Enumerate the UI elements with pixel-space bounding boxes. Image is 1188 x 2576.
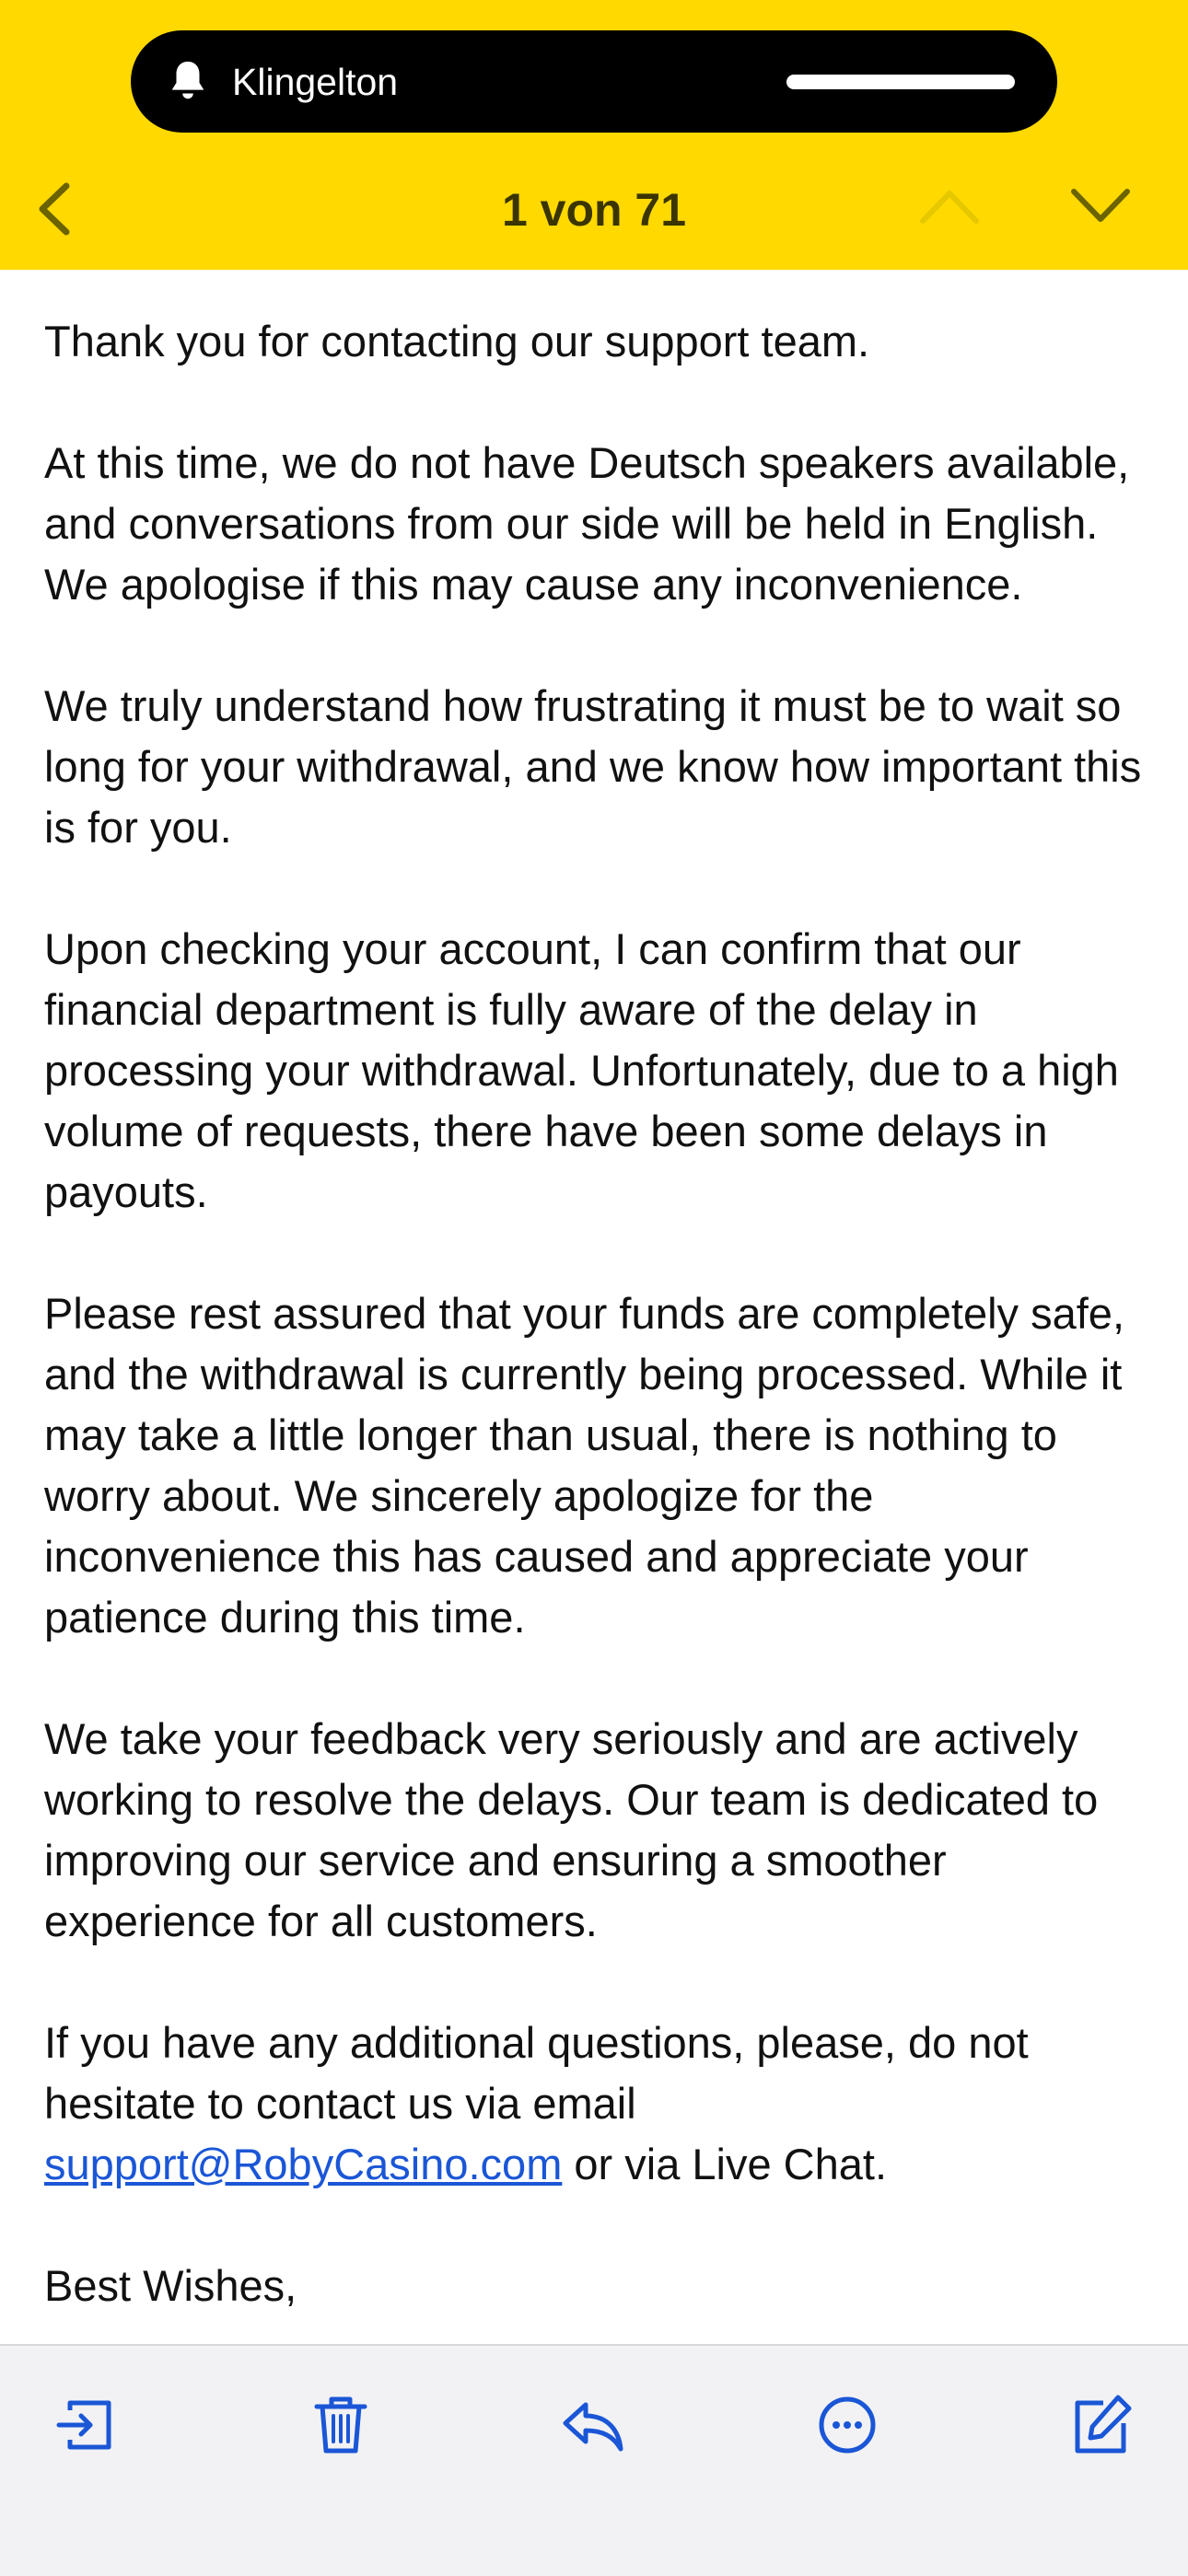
compose-icon[interactable] xyxy=(1066,2390,1136,2460)
chevron-down-icon[interactable] xyxy=(1068,184,1133,226)
support-email-link[interactable]: support@RobyCasino.com xyxy=(44,2140,563,2188)
paragraph: Upon checking your account, I can confirm that our financial department is fully aware of the delay in processing your withdrawal. Unfortunately, due to a high volume of requests, there have been some delays in payouts. xyxy=(44,924,1119,1216)
chevron-up-icon[interactable] xyxy=(917,184,982,226)
reply-icon[interactable] xyxy=(558,2390,628,2460)
paragraph: We take your feedback very seriously and are actively working to resolve the delays. Our team is dedicated to improving our service and ensuring a smoother experience for all customers. xyxy=(44,1714,1099,1945)
mail-header xyxy=(0,0,1188,270)
bottom-toolbar xyxy=(0,2344,1188,2576)
paragraph: At this time, we do not have Deutsch speakers available, and conversations from our side will be held in English. We apologise if this may cause any inconvenience. xyxy=(44,438,1130,609)
message-counter: 1 von 71 xyxy=(501,184,687,236)
trash-icon[interactable] xyxy=(306,2390,376,2460)
notification-label: Klingelton xyxy=(232,61,399,103)
closing: Best Wishes, xyxy=(44,2261,297,2310)
contact-suffix: or via Live Chat. xyxy=(562,2140,888,2188)
email-text xyxy=(44,311,1149,2344)
paragraph: Please rest assured that your funds are completely safe, and the withdrawal is currently being processed. While it may take a little longer than usual, there is nothing to worry about. We sincerely apologize for the inconvenience this has caused and appreciate your patience during this time. xyxy=(44,1289,1125,1642)
notification-banner[interactable] xyxy=(131,30,1057,133)
email-body xyxy=(0,270,1188,2344)
move-to-folder-icon[interactable] xyxy=(52,2390,122,2460)
bell-icon xyxy=(166,58,210,104)
more-icon[interactable] xyxy=(812,2390,882,2460)
paragraph: Thank you for contacting our support team. xyxy=(44,317,870,366)
progress-pill xyxy=(786,75,1015,89)
contact-prefix: If you have any additional questions, please, do not hesitate to contact us via email xyxy=(44,2018,1029,2128)
paragraph: We truly understand how frustrating it must be to wait so long for your withdrawal, and we know how important this is for you. xyxy=(44,681,1142,852)
contact-paragraph xyxy=(44,2013,1149,2195)
